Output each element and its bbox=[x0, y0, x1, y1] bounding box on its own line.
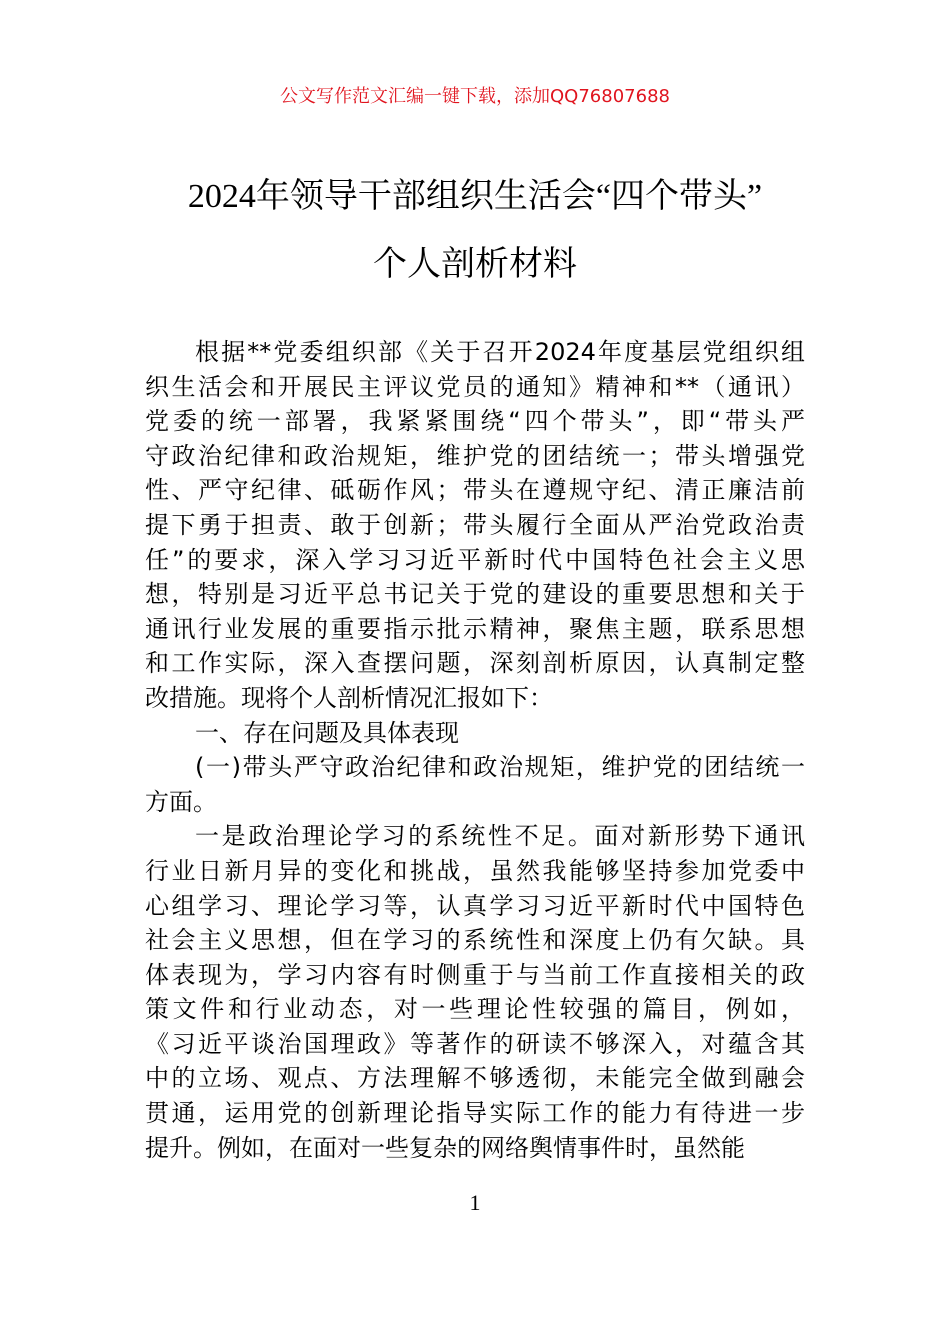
text-line: 通讯行业发展的重要指示批示精神，聚焦主题，联系思想 bbox=[145, 614, 805, 643]
text-line: 根据**党委组织部《关于召开2024年度基层党组织组 bbox=[195, 338, 805, 366]
text-line: 织生活会和开展民主评议党员的通知》精神和**（通讯） bbox=[145, 372, 805, 401]
text-line: 党委的统一部署，我紧紧围绕“四个带头”，即“带头严 bbox=[145, 407, 805, 436]
text-line: 体表现为，学习内容有时侧重于与当前工作直接相关的政 bbox=[145, 960, 805, 989]
page-number: 1 bbox=[469, 1190, 481, 1215]
text-line: 心组学习、理论学习等，认真学习习近平新时代中国特色 bbox=[145, 891, 805, 920]
text-line: 一是政治理论学习的系统性不足。面对新形势下通讯 bbox=[195, 822, 805, 851]
text-line: 改措施。现将个人剖析情况汇报如下： bbox=[145, 683, 553, 712]
text-line: 提升。例如，在面对一些复杂的网络舆情事件时，虽然能 bbox=[145, 1133, 745, 1162]
text-line: 贯通，运用党的创新理论指导实际工作的能力有待进一步 bbox=[145, 1099, 805, 1128]
text-line: 《习近平谈治国理政》等著作的研读不够深入，对蕴含其 bbox=[145, 1029, 805, 1058]
document-title-line-1: 2024年领导干部组织生活会“四个带头” bbox=[187, 178, 763, 215]
download-banner: 公文写作范文汇编一键下载，添加QQ76807688 bbox=[280, 86, 670, 107]
paragraph bbox=[145, 335, 805, 716]
text-line: 一、存在问题及具体表现 bbox=[195, 718, 459, 747]
text-line: (一)带头严守政治纪律和政治规矩，维护党的团结统一 bbox=[195, 753, 805, 782]
text-line: 中的立场、观点、方法理解不够透彻，未能完全做到融会 bbox=[145, 1064, 805, 1093]
text-line: 守政治纪律和政治规矩，维护党的团结统一；带头增强党 bbox=[145, 441, 805, 470]
text-line: 行业日新月异的变化和挑战，虽然我能够坚持参加党委中 bbox=[145, 856, 805, 885]
text-line: 社会主义思想，但在学习的系统性和深度上仍有欠缺。具 bbox=[145, 926, 805, 955]
text-line: 和工作实际，深入查摆问题，深刻剖析原因，认真制定整 bbox=[145, 649, 805, 678]
text-line: 方面。 bbox=[145, 787, 217, 816]
text-line: 想，特别是习近平总书记关于党的建设的重要思想和关于 bbox=[145, 580, 805, 609]
document-title-line-2: 个人剖析材料 bbox=[373, 246, 577, 283]
paragraph bbox=[145, 819, 805, 1165]
paragraph bbox=[145, 716, 805, 751]
text-line: 提下勇于担责、敢于创新；带头履行全面从严治党政治责 bbox=[145, 510, 805, 539]
text-line: 策文件和行业动态，对一些理论性较强的篇目，例如， bbox=[145, 995, 805, 1024]
document-body bbox=[145, 335, 805, 1165]
paragraph bbox=[145, 750, 805, 819]
text-line: 性、严守纪律、砥砺作风；带头在遵规守纪、清正廉洁前 bbox=[145, 476, 805, 505]
text-line: 任”的要求，深入学习习近平新时代中国特色社会主义思 bbox=[145, 545, 805, 574]
